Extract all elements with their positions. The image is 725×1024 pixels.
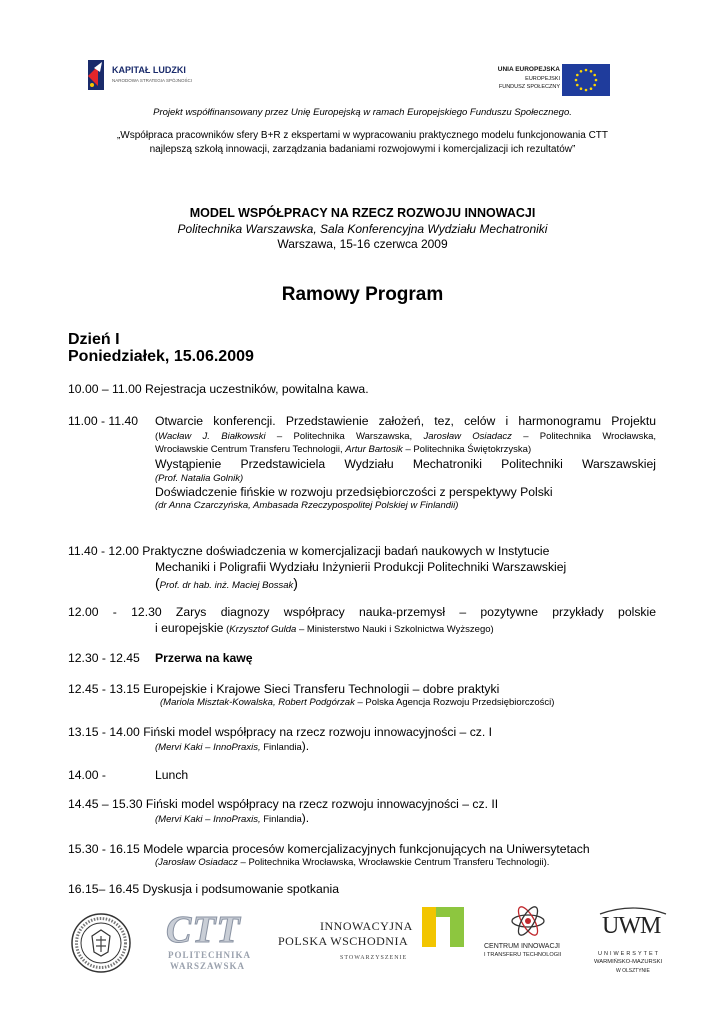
item-discussion: 16.15– 16.45 Dyskusja i podsumowanie spotkania (68, 882, 340, 896)
ipw-line3: STOWARZYSZENIE (340, 955, 408, 961)
item-time-opening: 11.00 - 11.40 (68, 414, 139, 428)
ctt-wordmark: CTT (166, 909, 241, 951)
event-venue: Politechnika Warszawska, Sala Konferencyjna Wydziału Mechatroniki (177, 222, 548, 236)
page-title: Ramowy Program (281, 284, 444, 305)
eu-line2: EUROPEJSKI (525, 76, 560, 82)
item-opening: Otwarcie konferencji. Przedstawienie założeń, tez, celów i harmonogramu Projektu (155, 414, 656, 428)
item-lunch: Lunch (155, 768, 189, 782)
item-registration: 10.00 – 11.00 Rejestracja uczestników, powitalna kawa. (68, 382, 369, 396)
item-diagnosis: 12.00 - 12.30 Zarys diagnozy współpracy nauka-przemysł – pozytywne przykłady polskie (68, 605, 656, 619)
ctt-line2: POLITECHNIKA (168, 950, 252, 960)
item-time-lunch: 14.00 - (68, 768, 106, 782)
item-coffee-break: Przerwa na kawę (155, 651, 253, 665)
kapital-ludzki-name: KAPITAŁ LUDZKI (112, 65, 186, 75)
uwm-logo (592, 905, 676, 985)
item-diagnosis-line2: i europejskie (Krzysztof Gulda – Ministerstwo Nauki i Szkolnictwa Wyższego) (155, 621, 494, 635)
item-commercialization: 11.40 - 12.00 Praktyczne doświadczenia w komercjalizacji badań naukowych w Instytucie (68, 544, 550, 558)
warsaw-university-seal-icon (70, 912, 132, 974)
uwm-line2: UNIWERSYTET (598, 951, 661, 957)
ipw-square-icon (422, 907, 464, 947)
ipw-line1: INNOWACYJNA (320, 919, 413, 933)
day-date: Poniedziałek, 15.06.2009 (68, 348, 254, 365)
item-opening-speakers-2: Wrocławskie Centrum Transferu Technologii, Artur Bartosik – Politechnika Świętokrzyska) (155, 444, 532, 455)
item-networks: 12.45 - 13.15 Europejskie i Krajowe Sieci Transferu Technologii – dobre praktyki (68, 682, 500, 696)
item-mechatronics-speaker: (Prof. Natalia Golnik) (155, 473, 244, 484)
eu-flag-icon (562, 64, 610, 96)
item-university-models-speaker: (Jarosław Osiadacz – Politechnika Wrocławska, Wrocławskie Centrum Transferu Technologii). (155, 857, 550, 868)
item-time-coffee: 12.30 - 12.45 (68, 651, 140, 665)
item-finnish-model-1: 13.15 - 14.00 Fiński model współpracy na rzecz rozwoju innowacyjności – cz. I (68, 725, 493, 739)
event-date: Warszawa, 15-16 czerwca 2009 (277, 237, 448, 251)
project-title-line2: najlepszą szkołą innowacji, zarządzania badaniami rozwojowymi i komercjalizacji ich rezultatów” (149, 144, 576, 155)
ctt-line3: WARSZAWSKA (170, 961, 246, 971)
kapital-ludzki-logo (86, 58, 196, 94)
kapital-ludzki-tagline: NARODOWA STRATEGIA SPÓJNOŚCI (112, 78, 193, 83)
item-finnish-model-1-speaker: (Mervi Kaki – InnoPraxis, Finlandia). (155, 739, 310, 753)
item-commercialization-line2: Mechaniki i Poligrafii Wydziału Inżynierii Produkcji Politechniki Warszawskiej (155, 560, 567, 574)
uwm-line4: W OLSZTYNIE (616, 968, 650, 974)
item-university-models: 15.30 - 16.15 Modele wparcia procesów komercjalizacyjnych funkcjonujących na Uniwersytetach (68, 842, 590, 856)
kapital-ludzki-mark-icon (86, 58, 106, 92)
item-opening-speakers-1: (Wacław J. Białkowski – Politechnika Warszawska, Jarosław Osiadacz – Politechnika Wrocławska, (155, 431, 656, 442)
eu-line3: FUNDUSZ SPOŁECZNY (498, 84, 560, 90)
uwm-wordmark: UWM (602, 913, 661, 939)
citt-line2: I TRANSFERU TECHNOLOGII (484, 952, 562, 958)
item-mechatronics-speech: Wystąpienie Przedstawiciela Wydziału Mechatroniki Politechniki Warszawskiej (155, 457, 656, 471)
item-networks-speakers: (Mariola Misztak-Kowalska, Robert Podgórzak – Polska Agencja Rozwoju Przedsiębiorczości) (160, 697, 555, 708)
ipw-line2: POLSKA WSCHODNIA (278, 934, 409, 948)
eu-line1: UNIA EUROPEJSKA (497, 66, 560, 73)
item-finnish-model-2-speaker: (Mervi Kaki – InnoPraxis, Finlandia). (155, 811, 310, 825)
item-finnish-model-2: 14.45 – 15.30 Fiński model współpracy na rzecz rozwoju innowacyjności – cz. II (68, 797, 499, 811)
ctt-politechnika-logo (162, 909, 264, 974)
event-title: MODEL WSPÓŁPRACY NA RZECZ ROZWOJU INNOWACJI (189, 206, 536, 220)
eu-logo (480, 56, 620, 104)
item-finnish-experience: Doświadczenie fińskie w rozwoju przedsiębiorczości z perspektywy Polski (155, 485, 553, 499)
atom-icon (510, 905, 546, 937)
item-commercialization-speaker: (Prof. dr hab. inż. Maciej Bossak) (155, 575, 298, 591)
cofinance-note: Projekt współfinansowany przez Unię Europejską w ramach Europejskiego Funduszu Społecznego. (153, 107, 572, 118)
innowacyjna-polska-wschodnia-logo (278, 905, 468, 970)
project-title-line1: „Współpraca pracowników sfery B+R z ekspertami w wypracowaniu praktycznego modelu funkcjonowania CTT (116, 130, 609, 141)
day-label: Dzień I (68, 331, 120, 348)
centrum-innowacji-logo (482, 905, 576, 967)
uwm-line3: WARMIŃSKO-MAZURSKI (594, 959, 663, 965)
citt-line1: CENTRUM INNOWACJI (484, 943, 560, 950)
item-finnish-experience-speaker: (dr Anna Czarczyńska, Ambasada Rzeczypospolitej Polskiej w Finlandii) (155, 500, 459, 511)
